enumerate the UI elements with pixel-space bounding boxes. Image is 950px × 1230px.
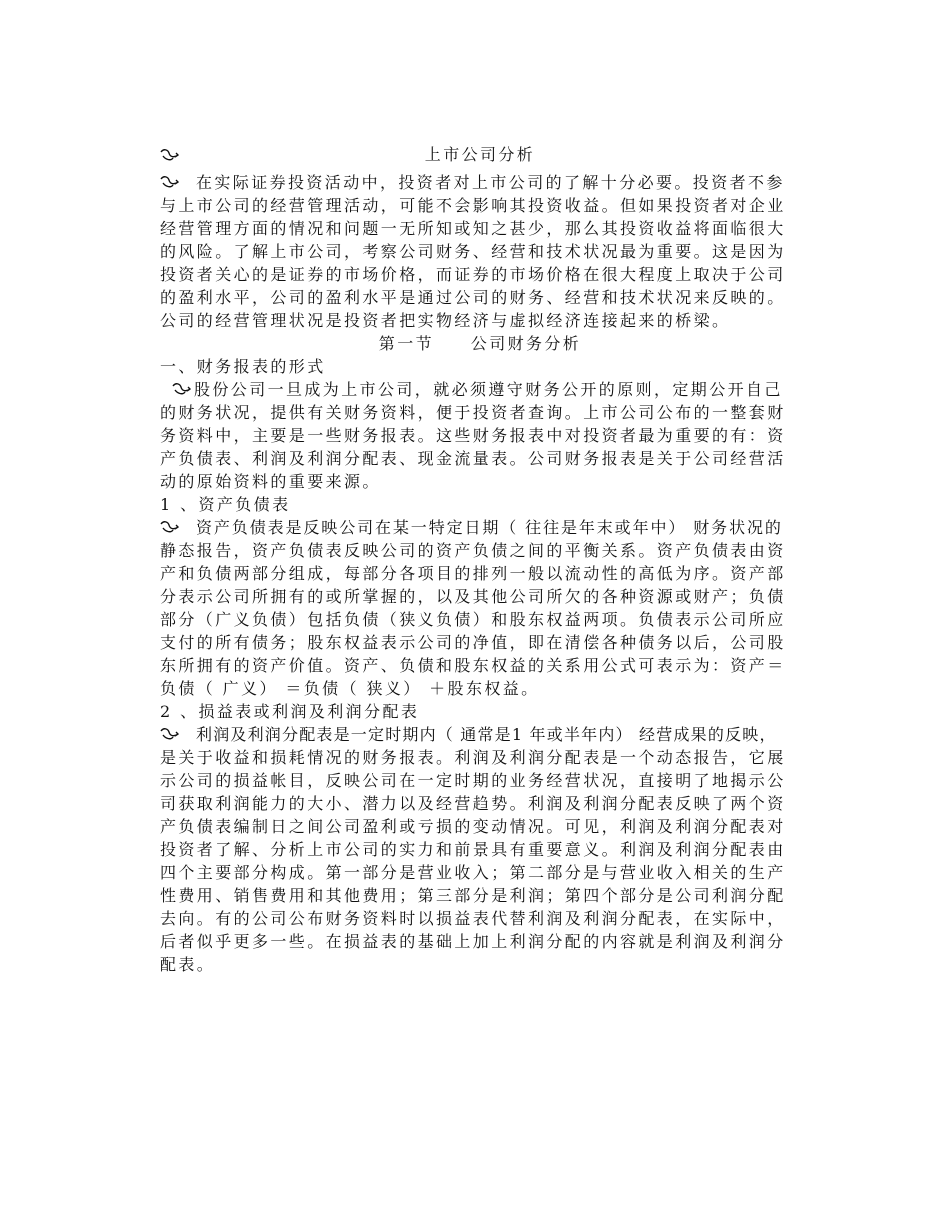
para2-line-4: 分表示公司所拥有的或所掌握的，以及其他公司所欠的各种资源或财产；负债	[160, 587, 786, 606]
para3-line-4: 司获取利润能力的大小、潜力以及经营趋势。利润及利润分配表反映了两个资	[160, 794, 786, 813]
para2-line-6: 支付的所有债务；股东权益表示公司的净值，即在清偿各种债务以后，公司股	[160, 633, 786, 652]
para3-line-2: 是关于收益和损耗情况的财务报表。利润及利润分配表是一个动态报告，它展	[160, 748, 786, 767]
para1-line-2: 的财务状况，提供有关财务资料，便于投资者查询。上市公司公布的一整套财	[160, 403, 786, 422]
para3-line-9: 去向。有的公司公布财务资料时以损益表代替利润及利润分配表，在实际中，	[160, 909, 786, 928]
scroll-bullet-icon	[160, 175, 180, 189]
para1-line-4: 产负债表、利润及利润分配表、现金流量表。公司财务报表是关于公司经营活	[160, 449, 786, 468]
item-income-statement: 2 、损益表或利润及利润分配表	[160, 702, 420, 721]
intro-line-7: 公司的经营管理状况是投资者把实物经济与虚拟经济连接起来的桥梁。	[160, 311, 731, 330]
intro-line-3: 经营管理方面的情况和问题一无所知或知之甚少，那么其投资收益将面临很大	[160, 219, 786, 238]
intro-line-4: 的风险。了解上市公司，考察公司财务、经营和技术状况最为重要。这是因为	[160, 242, 786, 261]
para3-line-3: 示公司的损益帐目，反映公司在一定时期的业务经营状况，直接明了地揭示公	[160, 771, 786, 790]
para3-line-5: 产负债表编制日之间公司盈利或亏损的变动情况。可见，利润及利润分配表对	[160, 817, 786, 836]
para3-line-6: 投资者了解、分析上市公司的实力和前景具有重要意义。利润及利润分配表由	[160, 840, 786, 859]
para1-line-1: 股份公司一旦成为上市公司，就必须遵守财务公开的原则，定期公开自己	[172, 378, 783, 402]
para2-line-7: 东所拥有的资产价值。资产、负债和股东权益的关系用公式可表示为：资产＝	[160, 656, 786, 675]
intro-line-6: 的盈利水平，公司的盈利水平是通过公司的财务、经营和技术状况来反映的。	[160, 288, 786, 307]
scroll-bullet-icon	[160, 520, 180, 534]
page-title: 上市公司分析	[424, 145, 536, 164]
para3-line-8: 性费用、销售费用和其他费用；第三部分是利润；第四个部分是公司利润分配	[160, 886, 786, 905]
subheading-financial-statements: 一、财务报表的形式	[160, 357, 326, 376]
intro-line-2: 与上市公司的经营管理活动，可能不会影响其投资收益。但如果投资者对企业	[160, 196, 786, 215]
para2-line-3: 产和负债两部分组成，每部分各项目的排列一般以流动性的高低为序。资产部	[160, 564, 786, 583]
para3-line-1: 利润及利润分配表是一定时期内（ 通常是1 年或半年内） 经营成果的反映，	[160, 723, 777, 747]
para3-line-11: 配表。	[160, 955, 216, 974]
scroll-bullet-icon	[172, 382, 192, 396]
para2-line-2: 静态报告，资产负债表反映公司的资产负债之间的平衡关系。资产负债表由资	[160, 541, 786, 560]
item-balance-sheet: 1 、资产负债表	[160, 495, 291, 514]
para3-line-7: 四个主要部分构成。第一部分是营业收入；第二部分是与营业收入相关的生产	[160, 863, 786, 882]
para2-line-1: 资产负债表是反映公司在某一特定日期（ 往往是年末或年中） 财务状况的	[160, 516, 783, 540]
para2-line-5: 部分（广义负债）包括负债（狭义负债）和股东权益两项。负债表示公司所应	[160, 610, 786, 629]
intro-line-1: 在实际证券投资活动中，投资者对上市公司的了解十分必要。投资者不参	[160, 171, 785, 195]
title-row	[160, 143, 800, 167]
intro-line-5: 投资者关心的是证券的市场价格，而证券的市场价格在很大程度上取决于公司	[160, 265, 786, 284]
para3-line-10: 后者似乎更多一些。在损益表的基础上加上利润分配的内容就是利润及利润分	[160, 932, 786, 951]
para2-line-8: 负债（ 广义） ＝负债（ 狭义） ＋股东权益。	[160, 679, 540, 698]
scroll-bullet-icon	[160, 727, 180, 741]
para1-line-3: 务资料中，主要是一些财务报表。这些财务报表中对投资者最为重要的有：资	[160, 426, 786, 445]
section-heading: 第一节 公司财务分析	[378, 334, 582, 353]
para1-line-5: 动的原始资料的重要来源。	[160, 472, 381, 491]
